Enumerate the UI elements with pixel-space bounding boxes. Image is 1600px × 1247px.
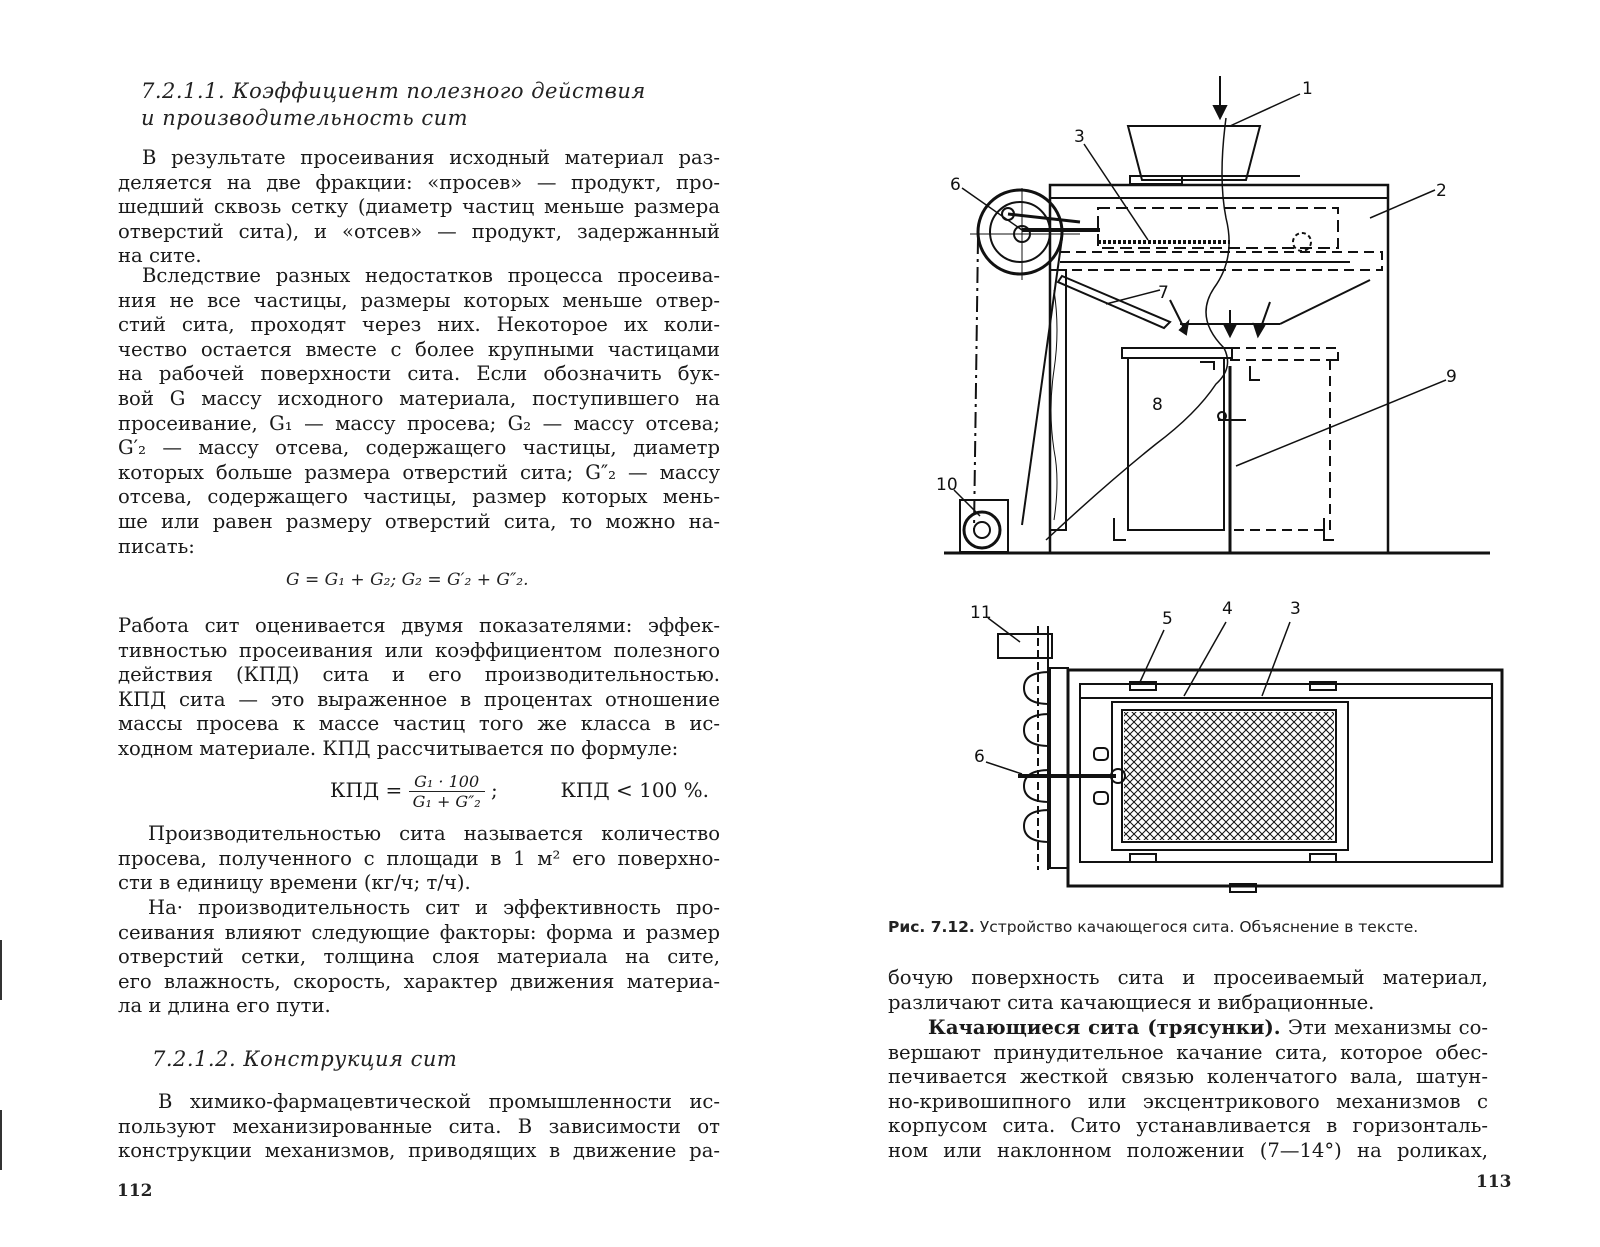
text-line: ном или наклонном положении (7—14°) на роликах, <box>888 1138 1488 1162</box>
formula-separator: ; <box>490 778 498 802</box>
text-line: отверстий сита), и «отсев» — продукт, задержанный <box>118 219 720 243</box>
scan-edge-mark <box>0 1110 2 1170</box>
text-line: различают сита качающиеся и вибрационные. <box>888 990 1375 1014</box>
text-line: ла и длина его пути. <box>118 994 331 1018</box>
text-line: На· производительность сит и эффективность про- <box>148 896 720 919</box>
bold-term: Качающиеся сита (трясунки). <box>928 1016 1281 1039</box>
text-line: В химико-фармацевтической промышленности ис- <box>158 1090 720 1113</box>
caption-label: Рис. 7.12. <box>888 918 975 936</box>
heading-line: и производительность сит <box>141 106 469 130</box>
text-line: КПД сита — это выраженное в процентах отношение <box>118 687 720 711</box>
fraction-denominator: G₁ + G″₂ <box>412 792 481 811</box>
figure-caption <box>888 918 1418 936</box>
text-line: отсева, содержащего частицы, размер которых мень- <box>118 485 720 509</box>
label-5: 5 <box>1162 609 1173 629</box>
text-line: вершают принудительное качание сита, которое обес- <box>888 1040 1488 1064</box>
text-line: ходном материале. КПД рассчитывается по формуле: <box>118 736 679 760</box>
paragraph-fractions <box>118 146 720 269</box>
text-line: просеивание, G₁ — массу просева; G₂ — массу отсева; <box>118 411 720 435</box>
text-line: которых больше размера отверстий сита; G″₂ — массу <box>118 460 720 484</box>
text-line: конструкции механизмов, приводящих в движение ра- <box>118 1139 720 1163</box>
text-line: бочую поверхность сита и просеиваемый материал, <box>888 966 1488 989</box>
text-line: печивается жесткой связью коленчатого вала, шатун- <box>888 1065 1488 1089</box>
paragraph-productivity <box>118 822 720 896</box>
text-line: шедший сквозь сетку (диаметр частиц меньше размера <box>118 195 720 219</box>
heading-line: 7.2.1.1. Коэффициент полезного действия <box>141 79 646 103</box>
page-number-left: 112 <box>117 1181 153 1201</box>
label-3: 3 <box>1074 127 1085 147</box>
feed-hopper <box>1128 126 1260 180</box>
text-line: на сите. <box>118 244 202 268</box>
paragraph-sieve-types <box>888 966 1488 1015</box>
collection-bin <box>1128 358 1224 530</box>
oscillating-sieve-figure <box>930 70 1570 910</box>
paragraph-construction <box>118 1090 720 1164</box>
text-line: Работа сит оценивается двумя показателями: эффек- <box>118 614 720 637</box>
label-2: 2 <box>1436 181 1447 201</box>
fraction-numerator: G₁ · 100 <box>409 772 485 792</box>
paragraph-efficiency <box>118 614 720 762</box>
text-line: вой G массу исходного материала, поступившего на <box>118 386 720 410</box>
text-line: Вследствие разных недостатков процесса просеива- <box>142 264 720 287</box>
section-heading-7-2-1-1 <box>141 78 646 132</box>
text-line: тивностью просеивания или коэффициентом полезного <box>118 638 720 662</box>
text-line: ния не все частицы, размеры которых меньше отвер- <box>118 288 720 312</box>
text-line: стий сита, проходят через них. Некоторое их коли- <box>118 313 720 337</box>
formula-fraction <box>409 772 485 811</box>
label-6: 6 <box>950 175 961 195</box>
text-line: пользуют механизированные сита. В зависимости от <box>118 1114 720 1138</box>
material-stream <box>1046 118 1229 540</box>
text-line: сти в единицу времени (кг/ч; т/ч). <box>118 871 471 895</box>
text-line: Производительностью сита называется количество <box>148 822 720 845</box>
paragraph-factors <box>118 896 720 1019</box>
label-11: 11 <box>970 603 992 623</box>
label-3-bottom: 3 <box>1290 599 1301 619</box>
paragraph-oscillating-sieves <box>888 1016 1488 1164</box>
caption-text: Устройство качающегося сита. Объяснение в тексте. <box>974 918 1419 936</box>
text-line: Эти механизмы со- <box>1280 1016 1488 1039</box>
text-line: но-кривошипного или эксцентрикового механизмов с <box>888 1089 1488 1113</box>
label-6-bottom: 6 <box>974 747 985 767</box>
text-line: корпусом сита. Сито устанавливается в горизонталь- <box>888 1114 1488 1138</box>
label-9: 9 <box>1446 367 1457 387</box>
efficiency-formula <box>330 772 709 811</box>
text-line: действия (КПД) сита и его производительностью. <box>118 663 720 687</box>
label-10: 10 <box>936 475 958 495</box>
label-7: 7 <box>1158 283 1169 303</box>
text-line: деляется на две фракции: «просев» — продукт, про- <box>118 170 720 194</box>
formula-lhs: КПД = <box>330 778 403 802</box>
text-line: ше или равен размеру отверстий сита, то можно на- <box>118 509 720 533</box>
label-4: 4 <box>1222 599 1233 619</box>
text-line: В результате просеивания исходный материал раз- <box>142 146 720 169</box>
text-line: его влажность, скорость, характер движения материа- <box>118 969 720 993</box>
paragraph-definitions <box>118 264 720 559</box>
mesh-hatching <box>1124 712 1334 840</box>
text-line: отверстий сетки, толщина слоя материала на сите, <box>118 945 720 969</box>
text-line: писать: <box>118 534 195 558</box>
formula-rhs: КПД < 100 %. <box>560 778 709 802</box>
plan-pulley <box>998 634 1052 658</box>
motor-pulley <box>964 512 1000 548</box>
text-line: сеивания влияют следующие факторы: форма и размер <box>118 920 720 944</box>
label-8: 8 <box>1152 395 1163 415</box>
page-number-right: 113 <box>1476 1172 1512 1192</box>
mass-balance-formula: G = G₁ + G₂; G₂ = G′₂ + G″₂. <box>286 570 529 590</box>
text-line: на рабочей поверхности сита. Если обозначить бук- <box>118 362 720 386</box>
text-line: просева, полученного с площади в 1 м² его поверхно- <box>118 846 720 870</box>
text-line: массы просева к массе частиц того же класса в ис- <box>118 712 720 736</box>
section-heading-7-2-1-2: 7.2.1.2. Конструкция сит <box>152 1047 458 1071</box>
text-line: чество остается вместе с более крупными частицами <box>118 337 720 361</box>
label-1: 1 <box>1302 79 1313 99</box>
right-page <box>800 0 1600 1247</box>
text-line: G′₂ — массу отсева, содержащего частицы, диаметр <box>118 436 720 460</box>
scan-edge-mark <box>0 940 2 1000</box>
collection-bin-dashed <box>1230 348 1338 530</box>
